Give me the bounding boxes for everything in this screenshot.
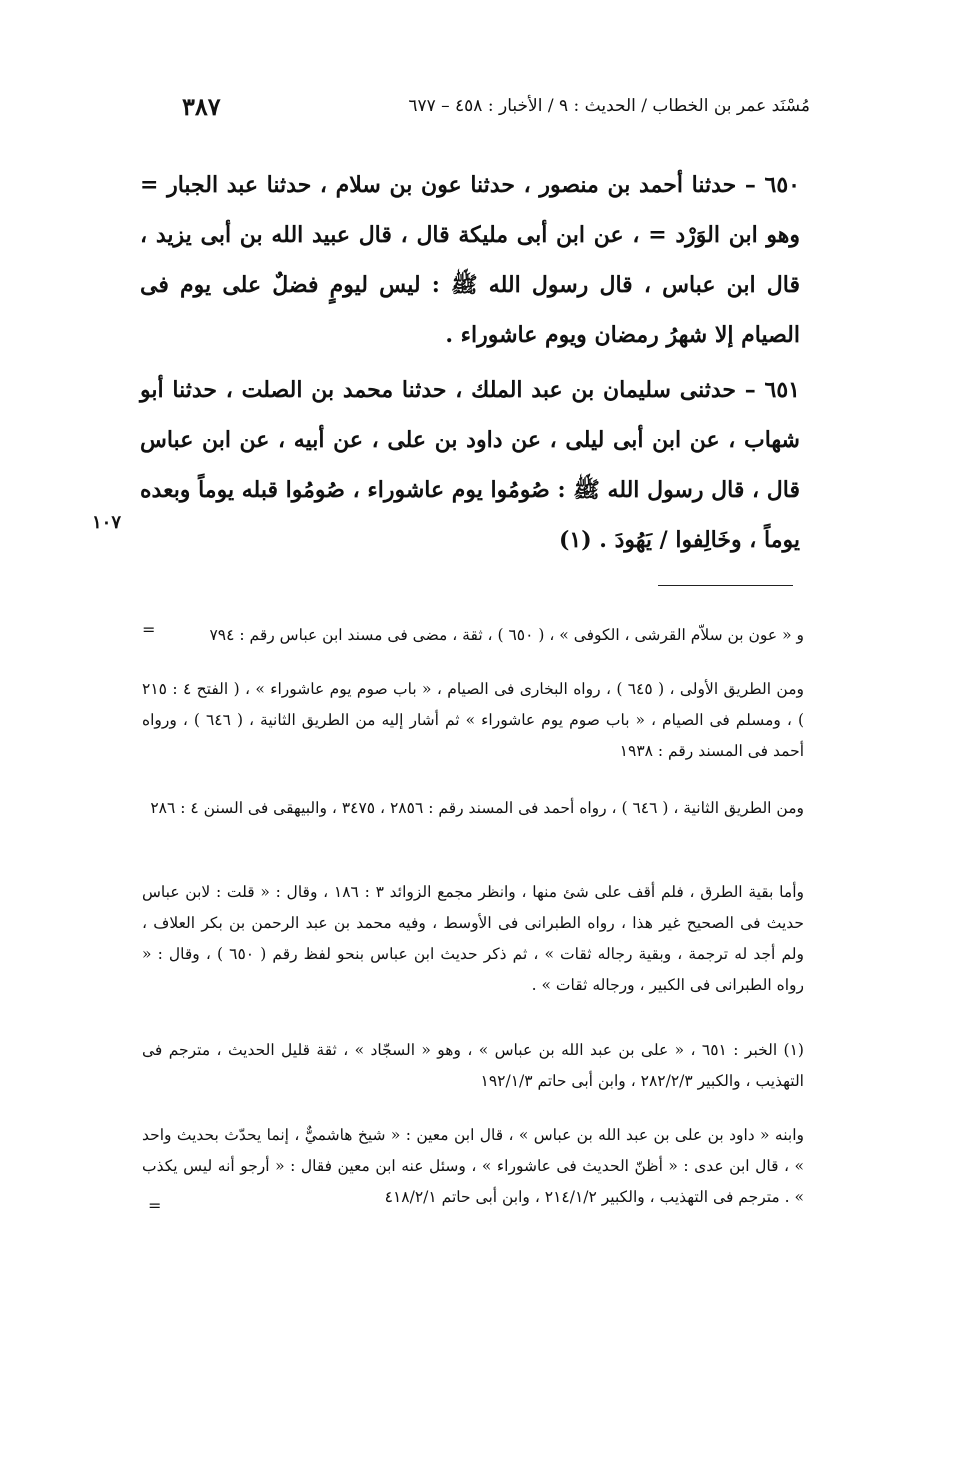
- footnote-2-text: ومن الطريق الأولى ، ( ٦٤٥ ) ، رواه البخارى فى الصيام ، « باب صوم يوم عاشوراء » ، ( الفتح ٤ : ٢١٥ ) ، ومسلم فى الصيام ، « باب صوم يوم عاشوراء » ثم أشار إليه من الطريق الثانية ، ( ٦٤٦ ) ، ورواه أحمد فى المسند رقم : ١٩٣٨: [142, 680, 804, 760]
- footnote-5-text: (١) الخبر : ٦٥١ ، « على بن عبد الله بن عباس » ، وهو « السجّاد » ، ثقة قليل الحديث ، مترجم فى التهذيب ، والكبير ٢٨٢/٢/٣ ، وابن أبى حاتم ١٩٢/١/٣: [142, 1041, 804, 1090]
- hadith-650: [140, 160, 800, 360]
- hadith-651: [140, 365, 800, 565]
- hadith-651-text: ٦٥١ – حدثنى سليمان بن عبد الملك ، حدثنا محمد بن الصلت ، حدثنا أبو شهاب ، عن ابن أبى ليلى ، عن داود بن على ، عن أبيه ، عن ابن عباس قال ، قال رسول الله ﷺ : صُومُوا يوم عاشوراء ، صُومُوا قبله يوماً وبعده يوماً ، وخَالِفوا / يَهُودَ . (١): [140, 377, 800, 553]
- page-number: ٣٨٧: [182, 92, 221, 121]
- footnote-second-route: [142, 793, 804, 824]
- footnote-4-text: وأما بقية الطرق ، فلم أقف على شئ منها ، وانظر مجمع الزوائد ٣ : ١٨٦ ، وقال : « قلت : لابن عباس حديث فى الصحيح غير هذا ، رواه الطبرانى فى الأوسط ، وفيه محمد بن عبد الرحمن بن بكر العلاف ، ولم أجد له ترجمة ، وبقية رجاله ثقات » ، ثم ذكر حديث ابن عباس بنحو لفظ رقم ( ٦٥٠ ) ، وقال : « رواه الطبرانى فى الكبير ، ورجاله ثقات » .: [142, 883, 805, 994]
- continuation-mark-end: =: [148, 1196, 162, 1215]
- footnote-3-text: ومن الطريق الثانية ، ( ٦٤٦ ) ، رواه أحمد فى المسند رقم : ٢٨٥٦ ، ٣٤٧٥ ، والبيهقى فى السنن ٤ : ٢٨٦: [150, 799, 804, 817]
- footnote-1-text: و « عون بن سلاّم القرشى ، الكوفى » ، ( ٦٥٠ ) ، ثقة ، مضى فى مسند ابن عباس رقم : ٧٩٤: [209, 626, 804, 644]
- footnote-dawud-ibn-ali: [142, 1120, 804, 1213]
- running-title: مُسْنَد عمر بن الخطاب / الحديث : ٩ / الأخبار : ٤٥٨ – ٦٧٧: [408, 96, 810, 116]
- hadith-650-text: ٦٥٠ – حدثنا أحمد بن منصور ، حدثنا عون بن سلام ، حدثنا عبد الجبار = وهو ابن الوَرْد = ، عن ابن أبى مليكة قال ، قال عبيد الله بن أبى يزيد ، قال ابن عباس ، قال رسول الله ﷺ : ليس ليومٍ فضلٌ على يوم فى الصيام إلا شهرُ رمضان ويوم عاشوراء .: [140, 172, 800, 348]
- page-header: [170, 92, 810, 130]
- footnote-continuation: [142, 620, 804, 651]
- margin-folio-number: ١٠٧: [92, 512, 122, 533]
- footnote-other-routes: [142, 877, 804, 1001]
- continuation-mark: =: [142, 620, 156, 639]
- footnote-separator: [658, 585, 793, 586]
- footnote-6-text: وابنه « داود بن على بن عبد الله بن عباس » ، قال ابن معين : « شيخ هاشميٌّ ، إنما يحدّث بحديث واحد » ، قال ابن عدى : « أظنّ الحديث فى عاشوراء » ، وسئل عنه ابن معين فقال : « أرجو أنه ليس يكذب » . مترجم فى التهذيب ، والكبير ٢١٤/١/٢ ، وابن أبى حاتم ٤١٨/٢/١: [142, 1126, 804, 1206]
- footnote-first-route: [142, 674, 804, 767]
- footnote-1-hadith-651: [142, 1035, 804, 1097]
